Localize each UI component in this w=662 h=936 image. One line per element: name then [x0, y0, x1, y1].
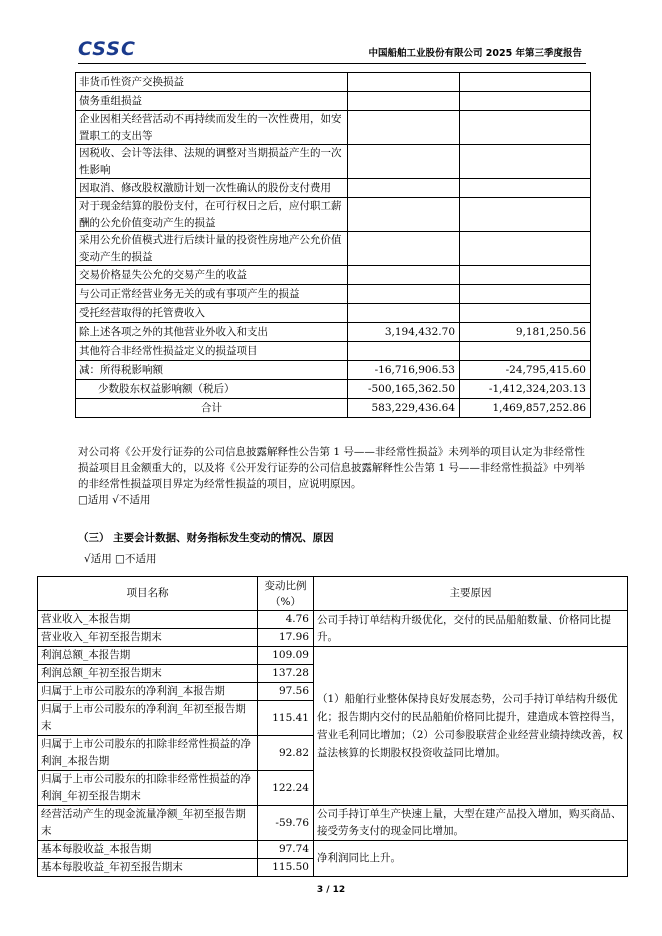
row-label: 因取消、修改股权激励计划一次性确认的股份支付费用	[76, 179, 348, 198]
row-current-period	[348, 304, 460, 323]
table-row-ratio: 97.74	[258, 841, 314, 859]
row-current-period	[348, 232, 460, 266]
table-row-name: 归属于上市公司股东的净利润_本报告期	[38, 683, 258, 701]
table-row-name: 利润总额_本报告期	[38, 647, 258, 665]
row-ytd: -24,795,415.60	[460, 361, 591, 380]
row-label: 受托经营取得的托管费收入	[76, 304, 348, 323]
note-paragraph: 对公司将《公开发行证券的公司信息披露解释性公告第 1 号——非经常性损益》未列举的项目认定为非经常性损益项目且金额重大的，以及将《公开发行证券的公司信息披露解释性公告第 1 号——非经常性损益》中列举的非经常性损益项目界定为经常性损益的项目，应说明原因。	[78, 446, 585, 490]
table-row-ratio: 115.41	[258, 701, 314, 736]
row-current-period	[348, 179, 460, 198]
row-label: 其他符合非经常性损益定义的损益项目	[76, 342, 348, 361]
table-row	[76, 323, 591, 342]
table-row-ratio: 137.28	[258, 665, 314, 683]
row-current-period	[348, 198, 460, 232]
table-row-ratio: 97.56	[258, 683, 314, 701]
row-current-period: 3,194,432.70	[348, 323, 460, 342]
section-title: （三） 主要会计数据、财务指标发生变动的情况、原因	[78, 532, 334, 544]
table-row	[76, 342, 591, 361]
row-current-period	[348, 342, 460, 361]
changes-table	[37, 576, 628, 877]
table-row	[76, 285, 591, 304]
row-label: 少数股东权益影响额（税后）	[76, 380, 348, 399]
table-row-name: 基本每股收益_本报告期	[38, 841, 258, 859]
row-ytd	[460, 198, 591, 232]
page-header	[78, 38, 586, 64]
table-row-name: 归属于上市公司股东的扣除非经常性损益的净利润_年初至报告期末	[38, 771, 258, 806]
row-ytd	[460, 232, 591, 266]
row-current-period: 583,229,436.64	[348, 399, 460, 418]
row-current-period: -500,165,362.50	[348, 380, 460, 399]
table-row-name: 利润总额_年初至报告期末	[38, 665, 258, 683]
row-ytd	[460, 285, 591, 304]
table-row-name: 归属于上市公司股东的扣除非经常性损益的净利润_本报告期	[38, 736, 258, 771]
row-current-period	[348, 73, 460, 92]
row-label: 交易价格显失公允的交易产生的收益	[76, 266, 348, 285]
table-row-ratio: 17.96	[258, 629, 314, 647]
table-row-name: 归属于上市公司股东的净利润_年初至报告期末	[38, 701, 258, 736]
row-ytd	[460, 92, 591, 111]
table-row-ratio: -59.76	[258, 806, 314, 841]
row-label: 企业因相关经营活动不再持续而发生的一次性费用，如安置职工的支出等	[76, 111, 348, 145]
table-row-ratio: 122.24	[258, 771, 314, 806]
table-row-name: 基本每股收益_年初至报告期末	[38, 859, 258, 877]
table-row	[76, 198, 591, 232]
row-current-period	[348, 285, 460, 304]
table-row-name: 经营活动产生的现金流量净额_年初至报告期末	[38, 806, 258, 841]
row-ytd: -1,412,324,203.13	[460, 380, 591, 399]
row-ytd: 1,469,857,252.86	[460, 399, 591, 418]
row-ytd	[460, 111, 591, 145]
cssc-logo: CSSC	[78, 38, 136, 60]
table-row	[76, 111, 591, 145]
note-options: □适用 √不适用	[78, 494, 151, 506]
row-ytd	[460, 179, 591, 198]
table-row	[76, 232, 591, 266]
header-item-name: 项目名称	[38, 577, 258, 611]
row-ytd	[460, 342, 591, 361]
row-label: 除上述各项之外的其他营业外收入和支出	[76, 323, 348, 342]
table-row-ratio: 109.09	[258, 647, 314, 665]
row-ytd	[460, 73, 591, 92]
reason-profit: （1）船舶行业整体保持良好发展态势，公司手持订单结构升级优化；报告期内交付的民品船舶价格同比提升，建造成本管控得当，营业毛利同比增加；（2）公司参股联营企业经营业绩持续改善，权益法核算的长期股权投资收益同比增加。	[314, 647, 628, 806]
section-options: √适用 □不适用	[84, 553, 157, 565]
row-current-period	[348, 111, 460, 145]
row-current-period	[348, 266, 460, 285]
page-number: 3 / 12	[316, 885, 346, 895]
table-row	[76, 304, 591, 323]
row-ytd: 9,181,250.56	[460, 323, 591, 342]
row-label: 债务重组损益	[76, 92, 348, 111]
table-row	[76, 361, 591, 380]
row-label: 与公司正常经营业务无关的或有事项产生的损益	[76, 285, 348, 304]
table-row	[76, 73, 591, 92]
table-row-name: 营业收入_年初至报告期末	[38, 629, 258, 647]
table-row	[76, 380, 591, 399]
row-label: 对于现金结算的股份支付，在可行权日之后，应付职工薪酬的公允价值变动产生的损益	[76, 198, 348, 232]
table-row	[76, 266, 591, 285]
table-row-ratio: 4.76	[258, 611, 314, 629]
reason-eps: 净利润同比上升。	[314, 841, 628, 877]
row-ytd	[460, 304, 591, 323]
row-current-period: -16,716,906.53	[348, 361, 460, 380]
non-recurring-items-table	[75, 72, 591, 418]
row-current-period	[348, 92, 460, 111]
reason-revenue: 公司手持订单结构升级优化，交付的民品船舶数量、价格同比提升。	[314, 611, 628, 647]
row-current-period	[348, 145, 460, 179]
row-label: 非货币性资产交换损益	[76, 73, 348, 92]
row-label: 采用公允价值模式进行后续计量的投资性房地产公允价值变动产生的损益	[76, 232, 348, 266]
header-reason: 主要原因	[314, 577, 628, 611]
table-row	[76, 92, 591, 111]
row-ytd	[460, 145, 591, 179]
row-label: 合计	[76, 399, 348, 418]
header-ratio: 变动比例（%）	[258, 577, 314, 611]
table-row	[76, 145, 591, 179]
table-row-ratio: 92.82	[258, 736, 314, 771]
row-label: 减：所得税影响额	[76, 361, 348, 380]
row-ytd	[460, 266, 591, 285]
table-row-ratio: 115.50	[258, 859, 314, 877]
row-label: 因税收、会计等法律、法规的调整对当期损益产生的一次性影响	[76, 145, 348, 179]
reason-cashflow: 公司手持订单生产快速上量，大型在建产品投入增加，购买商品、接受劳务支付的现金同比增加。	[314, 806, 628, 841]
table-row	[76, 179, 591, 198]
table-row	[76, 399, 591, 418]
table-row-name: 营业收入_本报告期	[38, 611, 258, 629]
report-title: 中国船舶工业股份有限公司 2025 年第三季度报告	[368, 48, 582, 59]
